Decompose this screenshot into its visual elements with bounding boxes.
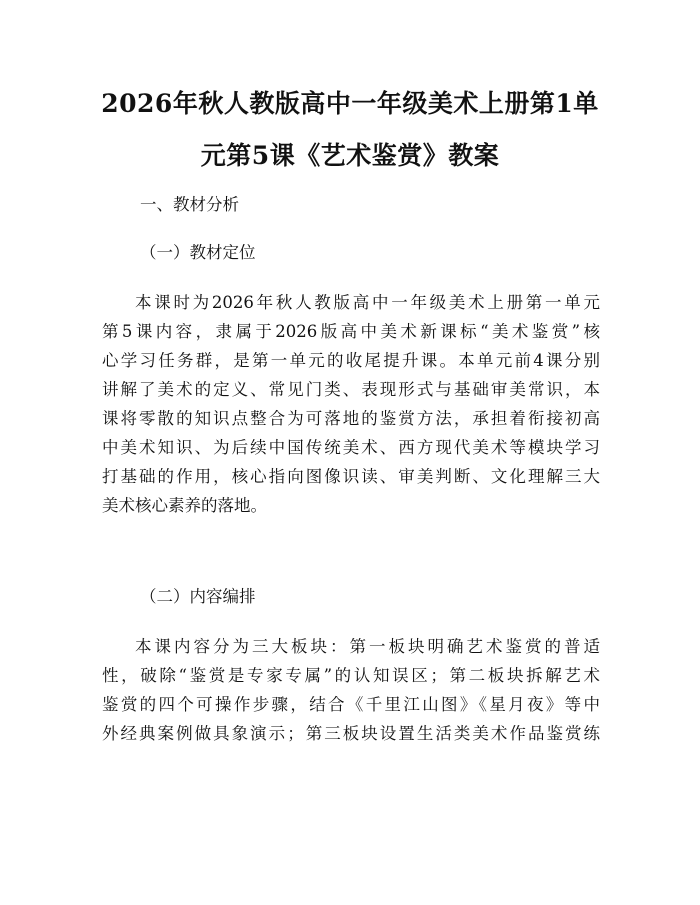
paragraph-line: 本课时为2026年秋人教版高中一年级美术上册第一单元	[135, 293, 600, 312]
paragraph-line: 课将零散的知识点整合为可落地的鉴赏方法，承担着衔接初高	[102, 409, 600, 428]
paragraph-line: 心学习任务群，是第一单元的收尾提升课。本单元前4课分别	[102, 351, 600, 370]
paragraph-line: 讲解了美术的定义、常见门类、表现形式与基础审美常识，本	[102, 380, 600, 399]
paragraph-line: 外经典案例做具象演示；第三板块设置生活类美术作品鉴赏练	[102, 724, 600, 743]
paragraph-line: 中美术知识、为后续中国传统美术、西方现代美术等模块学习	[102, 438, 600, 457]
paragraph-line: 性，破除“鉴赏是专家专属”的认知误区；第二板块拆解艺术	[102, 666, 600, 685]
paragraph-line: 美术核心素养的落地。	[102, 496, 267, 515]
paragraph-line: 鉴赏的四个可操作步骤，结合《千里江山图》《星月夜》等中	[102, 695, 600, 714]
section-heading-teaching-material-analysis: 一、教材分析	[140, 195, 239, 214]
paragraph-line: 第5课内容，隶属于2026版高中美术新课标“美术鉴赏”核	[102, 322, 600, 341]
paragraph-material-positioning	[102, 288, 600, 520]
paragraph-line: 本课内容分为三大板块：第一板块明确艺术鉴赏的普适	[135, 637, 600, 656]
document-title	[96, 78, 604, 182]
subsection-heading-material-positioning: （一）教材定位	[140, 243, 256, 262]
paragraph-content-arrangement	[102, 632, 600, 748]
title-line-2: 元第5课《艺术鉴赏》教案	[200, 141, 500, 170]
paragraph-line: 打基础的作用，核心指向图像识读、审美判断、文化理解三大	[102, 467, 600, 486]
subsection-heading-content-arrangement: （二）内容编排	[140, 587, 256, 606]
title-line-1: 2026年秋人教版高中一年级美术上册第1单	[101, 89, 599, 118]
